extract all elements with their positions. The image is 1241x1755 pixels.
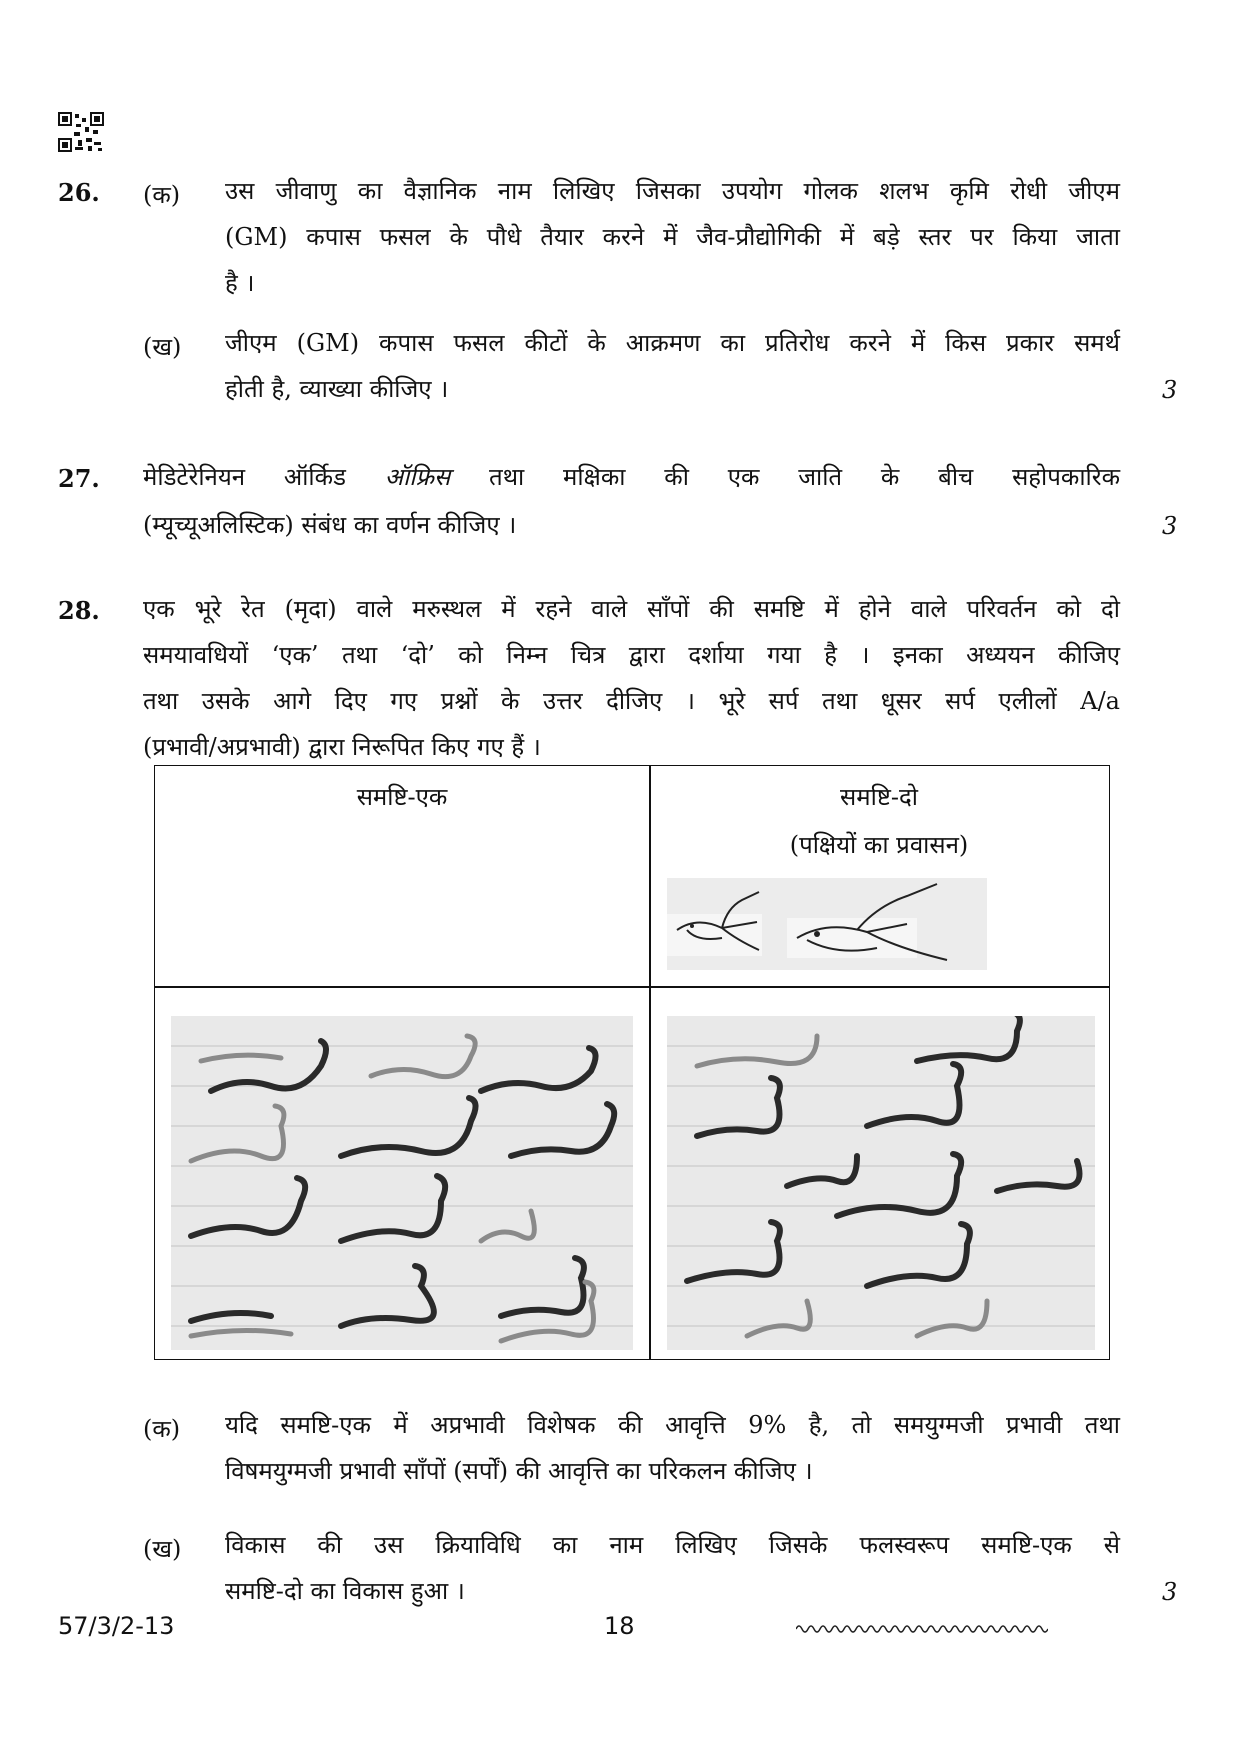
q26-marks: 3: [1162, 376, 1178, 404]
q27-line1-end: तथा मक्षिका की एक जाति के बीच सहोपकारिक: [489, 463, 1120, 491]
q26-b-line2: होती है, व्याख्या कीजिए ।: [225, 375, 449, 403]
q28-line3: तथा उसके आगे दिए गए प्रश्नों के उत्तर दीजिए । भूरे सर्प तथा धूसर सर्प एलीलों A/a: [143, 687, 1120, 715]
q28-b-label: (ख): [143, 1535, 182, 1563]
population-two-title: समष्टि-दो: [840, 783, 918, 811]
q26-a-line3: है ।: [225, 269, 255, 297]
q27-genus-italic: ऑफ्रिस: [384, 463, 451, 491]
q28-b-line2: समष्टि-दो का विकास हुआ ।: [225, 1577, 465, 1605]
q28-line2: समयावधियों ‘एक’ तथा ‘दो’ को निम्न चित्र द्वारा दर्शाया गया है । इनका अध्ययन कीजिए: [143, 641, 1120, 669]
population-one-title: समष्टि-एक: [356, 783, 448, 811]
q27-marks: 3: [1162, 512, 1178, 540]
q27-line1: [143, 454, 1120, 500]
q28-line4: (प्रभावी/अप्रभावी) द्वारा निरूपित किए गए हैं ।: [143, 733, 541, 761]
population-one-snakes: [171, 1016, 633, 1350]
page-number: 18: [604, 1612, 635, 1640]
q26-a-line2: (GM) कपास फसल के पौधे तैयार करने में जैव-प्रौद्योगिकी में बड़े स्तर पर किया जाता: [225, 223, 1120, 251]
wavy-decoration-icon: [796, 1622, 1048, 1636]
q27-line1-start: मेडिटेरेनियन ऑर्किड: [143, 463, 346, 491]
q28-a-line1: यदि समष्टि-एक में अप्रभावी विशेषक की आवृत्ति 9% है, तो समयुग्मजी प्रभावी तथा: [225, 1411, 1120, 1439]
q26-b-line1: जीएम (GM) कपास फसल कीटों के आक्रमण का प्रतिरोध करने में किस प्रकार समर्थ: [225, 329, 1120, 357]
q28-a-label: (क): [143, 1415, 181, 1443]
migrating-birds-illustration: [667, 878, 987, 970]
q26-a-line1: उस जीवाणु का वैज्ञानिक नाम लिखिए जिसका उपयोग गोलक शलभ कृमि रोधी जीएम: [225, 177, 1120, 205]
population-two-subtitle: (पक्षियों का प्रवासन): [789, 831, 969, 859]
q27-number: 27.: [58, 464, 100, 493]
q28-a-line2: विषमयुग्मजी प्रभावी साँपों (सर्पों) की आवृत्ति का परिकलन कीजिए ।: [225, 1457, 813, 1485]
q26-b-label: (ख): [143, 333, 182, 361]
q27-line2: (म्यूच्यूअलिस्टिक) संबंध का वर्णन कीजिए ।: [143, 511, 517, 539]
q28-b-line1: विकास की उस क्रियाविधि का नाम लिखिए जिसके फलस्वरूप समष्टि-एक से: [225, 1531, 1120, 1559]
paper-code: 57/3/2-13: [58, 1612, 175, 1640]
population-two-snakes: [667, 1016, 1095, 1350]
q28-number: 28.: [58, 596, 100, 625]
table-horizontal-divider: [155, 986, 1109, 988]
qr-code-icon: [58, 112, 104, 152]
q28-line1: एक भूरे रेत (मृदा) वाले मरुस्थल में रहने वाले साँपों की समष्टि में होने वाले परिवर्तन को दो: [143, 595, 1120, 623]
q26-a-label: (क): [143, 181, 181, 209]
q26-number: 26.: [58, 178, 100, 207]
population-figure-table: [154, 765, 1110, 1360]
q28-marks: 3: [1162, 1578, 1178, 1606]
